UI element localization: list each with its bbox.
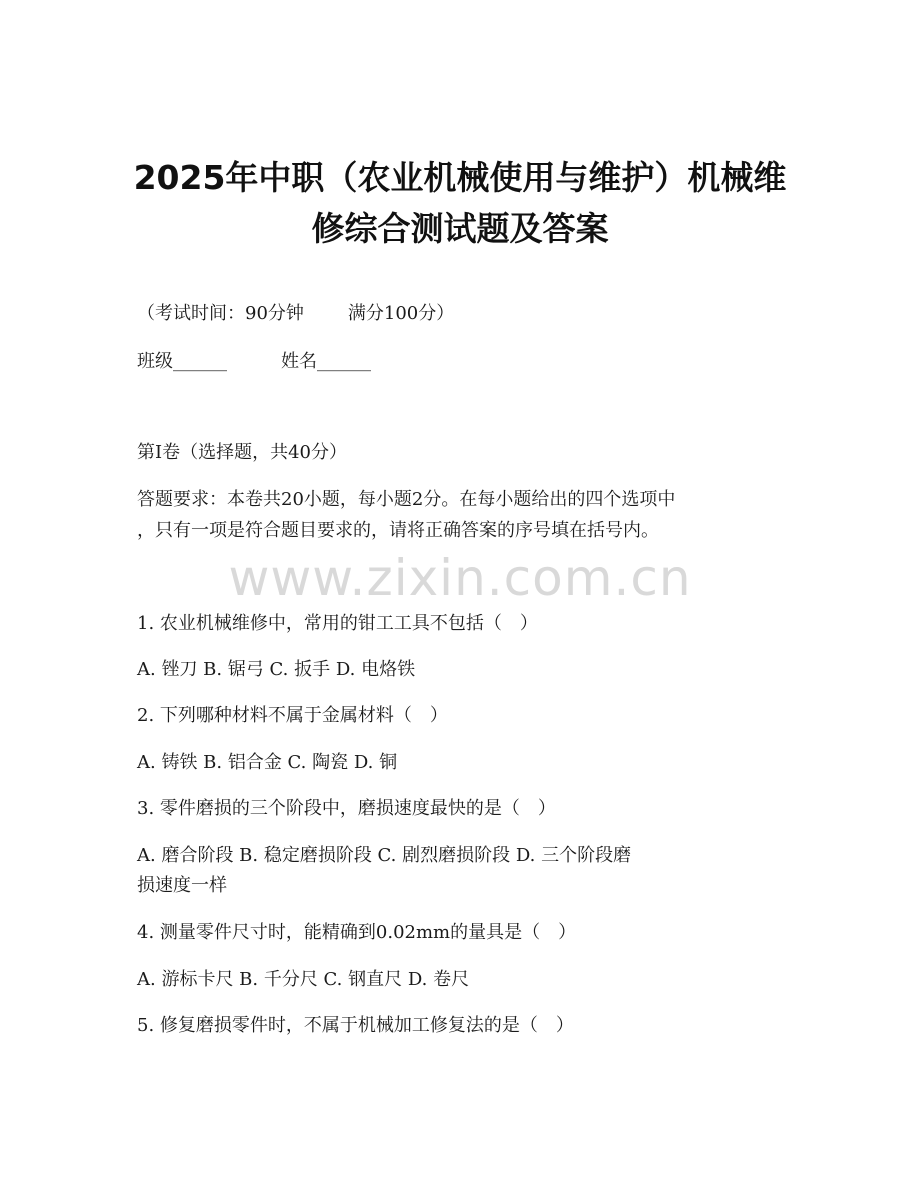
question-3: 3. 零件磨损的三个阶段中，磨损速度最快的是（ ） <box>137 798 556 819</box>
student-fields <box>137 345 787 379</box>
exam-score: 满分100分） <box>347 303 455 324</box>
document-title-line-1: 2025年中职（农业机械使用与维护）机械维 <box>133 158 787 197</box>
document-title-line-2: 修综合测试题及答案 <box>311 209 609 248</box>
question-1: 1. 农业机械维修中，常用的钳工工具不包括（ ） <box>137 613 538 634</box>
section-heading: 第Ⅰ卷（选择题，共40分） <box>137 442 348 463</box>
question-5: 5. 修复磨损零件时，不属于机械加工修复法的是（ ） <box>137 1015 574 1036</box>
name-field: 姓名______ <box>281 351 371 372</box>
exam-info <box>137 297 787 331</box>
question-2-options: A. 铸铁 B. 铝合金 C. 陶瓷 D. 铜 <box>137 752 398 773</box>
section-requirement-line-2: ，只有一项是符合题目要求的，请将正确答案的序号填在括号内。 <box>137 520 659 541</box>
section-requirement-line-1: 答题要求：本卷共20小题，每小题2分。在每小题给出的四个选项中 <box>137 489 676 510</box>
question-1-options: A. 锉刀 B. 锯弓 C. 扳手 D. 电烙铁 <box>137 659 416 680</box>
exam-time: （考试时间：90分钟 <box>137 303 304 324</box>
question-4-options: A. 游标卡尺 B. 千分尺 C. 钢直尺 D. 卷尺 <box>137 969 470 990</box>
question-2: 2. 下列哪种材料不属于金属材料（ ） <box>137 705 448 726</box>
class-field: 班级______ <box>137 351 227 372</box>
question-4: 4. 测量零件尺寸时，能精确到0.02mm的量具是（ ） <box>137 922 577 943</box>
question-3-options-line-2: 损速度一样 <box>137 875 227 896</box>
watermark: www.zixin.com.cn <box>228 549 692 607</box>
question-3-options-line-1: A. 磨合阶段 B. 稳定磨损阶段 C. 剧烈磨损阶段 D. 三个阶段磨 <box>137 845 632 866</box>
